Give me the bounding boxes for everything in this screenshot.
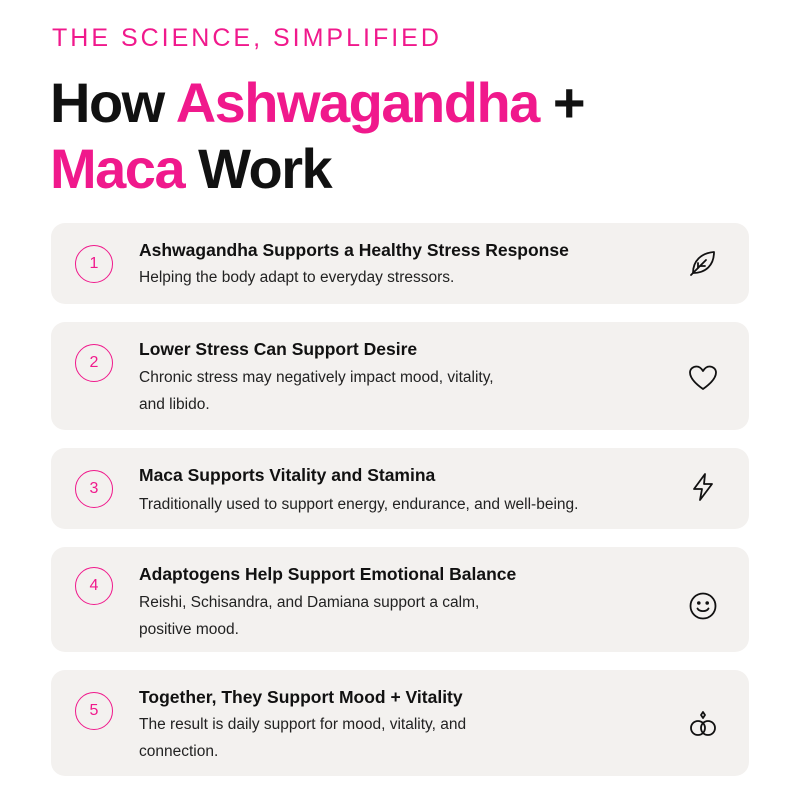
- step-card-5: [51, 670, 749, 776]
- step-description: [139, 711, 466, 765]
- step-description-line-1: The result is daily support for mood, vitality, and: [139, 716, 467, 733]
- step-card-1: [51, 223, 749, 304]
- step-description-line-2: connection.: [139, 743, 219, 760]
- eyebrow-label: THE SCIENCE, SIMPLIFIED: [52, 24, 442, 52]
- step-description-line-1: Reishi, Schisandra, and Damiana support a calm,: [139, 594, 480, 611]
- title-text-plus: +: [538, 71, 585, 134]
- step-card-3: [51, 448, 749, 529]
- step-number-badge: 3: [75, 470, 113, 508]
- step-number-badge: 4: [75, 567, 113, 605]
- step-number-badge: 5: [75, 692, 113, 730]
- smiley-icon: [687, 590, 719, 622]
- step-title: Together, They Support Mood + Vitality: [139, 687, 463, 707]
- title-line-2: [50, 136, 584, 202]
- step-title: Maca Supports Vitality and Stamina: [139, 465, 436, 485]
- heart-icon: [687, 362, 719, 394]
- step-description-line-1: Chronic stress may negatively impact mood, vitality,: [139, 369, 494, 386]
- step-description: [139, 589, 479, 643]
- interlocked-rings-icon: [687, 708, 719, 740]
- title-text-work: Work: [184, 137, 332, 200]
- title-text-how: How: [50, 71, 176, 134]
- step-number-badge: 1: [75, 245, 113, 283]
- leaf-icon: [687, 247, 719, 279]
- step-description-line-2: positive mood.: [139, 621, 239, 638]
- title-line-1: [50, 70, 584, 136]
- title-highlight-ashwagandha: Ashwagandha: [175, 71, 539, 134]
- step-title: Adaptogens Help Support Emotional Balance: [139, 564, 517, 584]
- step-card-2: [51, 322, 749, 430]
- lightning-icon: [687, 471, 719, 503]
- step-title: Ashwagandha Supports a Healthy Stress Response: [139, 240, 569, 260]
- title-highlight-maca: Maca: [50, 137, 185, 200]
- step-number-badge: 2: [75, 344, 113, 382]
- step-card-4: [51, 547, 749, 652]
- page-title: [50, 70, 584, 202]
- step-description: [139, 364, 494, 418]
- step-description: Traditionally used to support energy, endurance, and well-being.: [139, 496, 579, 513]
- step-title: Lower Stress Can Support Desire: [139, 339, 418, 359]
- step-description-line-2: and libido.: [139, 396, 210, 413]
- step-description: Helping the body adapt to everyday stressors.: [139, 269, 455, 286]
